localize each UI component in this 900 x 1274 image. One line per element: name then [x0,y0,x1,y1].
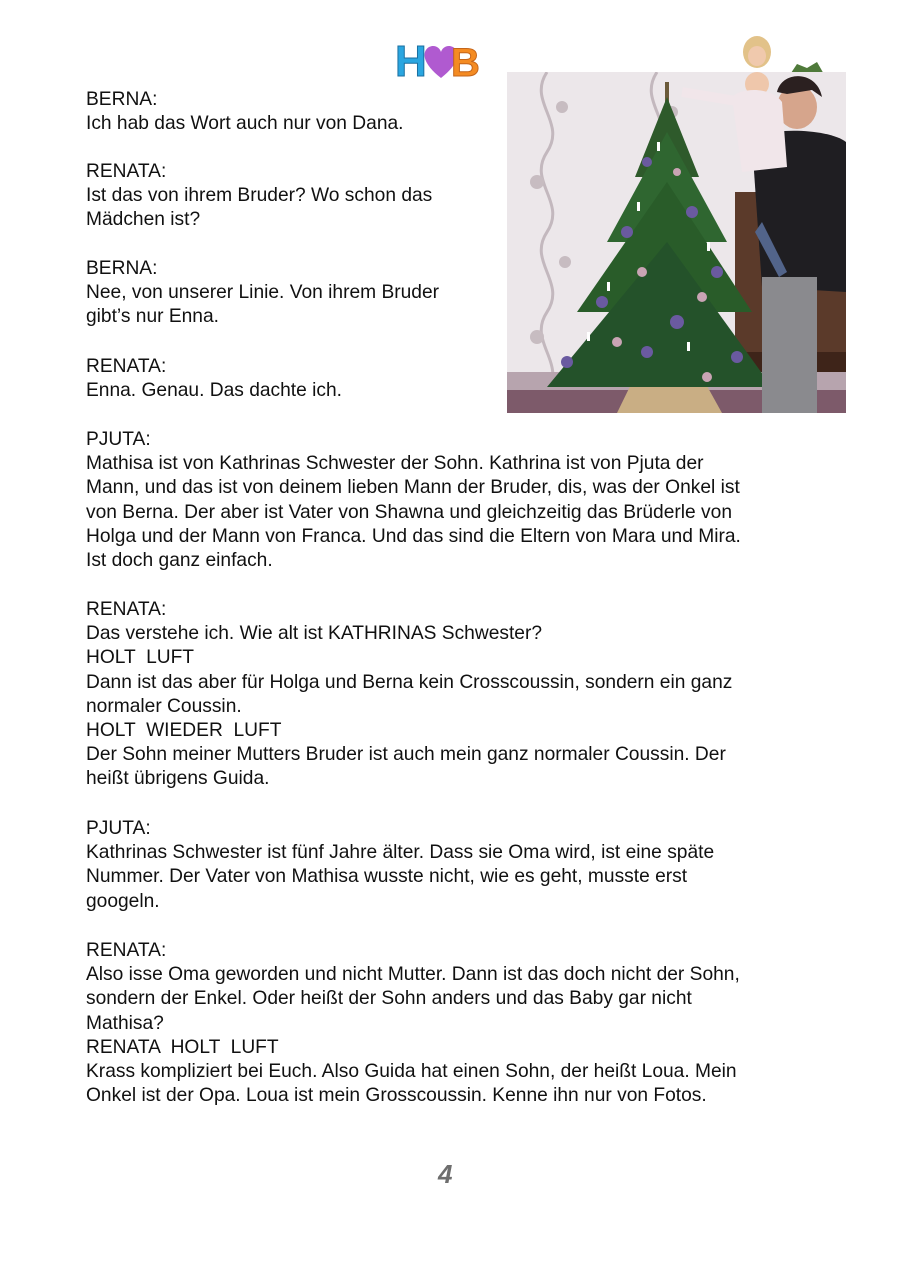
dialogue-line: Kathrinas Schwester ist fünf Jahre älter. Dass sie Oma wird, ist eine späte [86,842,715,864]
speaker-label: RENATA: [86,161,167,182]
speaker-label: PJUTA: [86,818,151,839]
dialogue-line: Ist doch ganz einfach. [86,550,273,572]
dialogue-block [86,428,741,573]
dialogue-block [86,939,740,1108]
dialogue-block [86,355,342,403]
speaker-label: BERNA: [86,258,158,279]
photo-child-head [727,30,827,76]
dialogue-line: Ich hab das Wort auch nur von Dana. [86,113,404,135]
dialogue-line: Mathisa ist von Kathrinas Schwester der Sohn. Kathrina ist von Pjuta der [86,453,704,475]
speaker-label: RENATA: [86,356,167,377]
svg-text:4: 4 [438,1159,453,1188]
christmas-tree-photo [507,72,846,413]
dialogue-line: sondern der Enkel. Oder heißt der Sohn anders und das Baby gar nicht [86,988,692,1010]
dialogue-line: Mathisa? [86,1012,164,1034]
dialogue-line: von Berna. Der aber ist Vater von Shawna und gleichzeitig das Brüderle von [86,501,732,523]
dialogue-line: Nummer. Der Vater von Mathisa wusste nicht, wie es geht, musste erst [86,866,688,888]
dialogue-line: Mädchen ist? [86,209,201,231]
dialogue-block [86,257,439,330]
dialogue-line: Holga und der Mann von Franca. Und das sind die Eltern von Mara und Mira. [86,525,741,547]
dialogue-block [86,88,404,136]
dialogue-line: normaler Coussin. [86,695,242,717]
dialogue-line: Das verstehe ich. Wie alt ist KATHRINAS Schwester? [86,623,543,645]
dialogue-line: Enna. Genau. Das dachte ich. [86,380,342,402]
dialogue-line: heißt übrigens Guida. [86,768,270,790]
dialogue-line: Dann ist das aber für Holga und Berna kein Crosscoussin, sondern ein ganz [86,671,733,693]
hvb-logo [393,34,489,84]
dialogue-line: Mann, und das ist von deinem lieben Mann der Bruder, dis, was der Onkel ist [86,477,740,499]
speaker-label: RENATA: [86,940,167,961]
page-number [435,1158,461,1188]
dialogue-line: Also isse Oma geworden und nicht Mutter. Dann ist das doch nicht der Sohn, [86,964,740,986]
dialogue-block [86,598,732,792]
dialogue-block [86,817,714,914]
dialogue-line: HOLT WIEDER LUFT [86,720,282,742]
svg-text:B: B [451,41,480,84]
dialogue-line: googeln. [86,890,160,912]
dialogue-line: Onkel ist der Opa. Loua ist mein Grosscoussin. Kenne ihn nur von Fotos. [86,1085,707,1107]
speaker-label: RENATA: [86,599,167,620]
dialogue-line: HOLT LUFT [86,647,195,669]
dialogue-line: Krass kompliziert bei Euch. Also Guida hat einen Sohn, der heißt Loua. Mein [86,1061,737,1083]
dialogue-line: Ist das von ihrem Bruder? Wo schon das [86,185,433,207]
speaker-label: BERNA: [86,89,158,110]
dialogue-block [86,160,432,233]
dialogue-line: gibt’s nur Enna. [86,306,219,328]
dialogue-line: Der Sohn meiner Mutters Bruder ist auch mein ganz normaler Coussin. Der [86,744,726,766]
dialogue-line: RENATA HOLT LUFT [86,1036,279,1058]
dialogue-line: Nee, von unserer Linie. Von ihrem Bruder [86,282,440,304]
svg-text:H: H [395,37,427,84]
speaker-label: PJUTA: [86,429,151,450]
